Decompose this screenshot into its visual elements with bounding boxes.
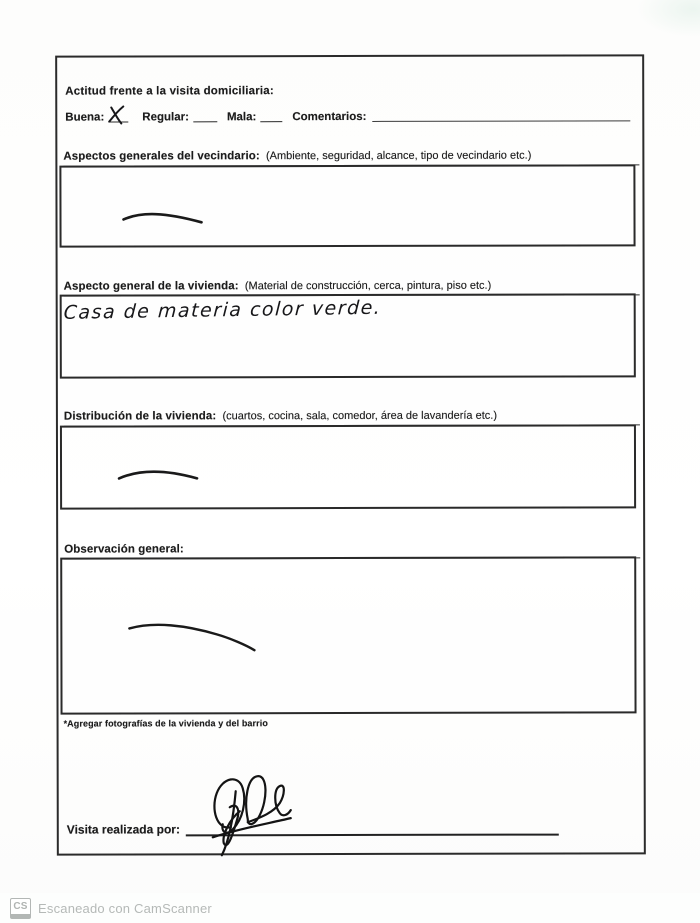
attitude-options-row: [65, 108, 630, 123]
section-hint: (cuartos, cocina, sala, comedor, área de lavandería etc.): [222, 409, 498, 423]
photos-footnote: *Agregar fotografías de la vivienda y del barrio: [63, 718, 268, 729]
form-outer-frame: [55, 54, 646, 855]
option-mala-label: Mala:: [226, 111, 257, 124]
section-box-vecindario: [59, 164, 635, 247]
section-box-observacion: [60, 556, 636, 714]
option-mala-blank: [260, 109, 282, 122]
camscanner-logo-icon: CS: [10, 898, 31, 919]
visited-by-row: [67, 822, 559, 837]
comments-blank-line: [372, 108, 630, 122]
section-title: Aspectos generales del vecindario:: [63, 150, 260, 163]
option-regular-blank: [193, 109, 217, 122]
comments-label: Comentarios:: [292, 110, 367, 124]
option-buena-blank: [108, 109, 128, 122]
attitude-section-title: Actitud frente a la visita domiciliaria:: [65, 85, 274, 98]
section-box-distribucion: [60, 424, 636, 509]
section-hint: (Material de construcción, cerca, pintura, piso etc.): [244, 279, 492, 293]
camscanner-footer-text: Escaneado con CamScanner: [38, 900, 212, 916]
section-box-vivienda: [60, 293, 636, 378]
section-title: Aspecto general de la vivienda:: [63, 280, 239, 293]
option-regular-label: Regular:: [142, 111, 189, 124]
handwritten-scribble: [115, 465, 201, 485]
handwritten-scribble: [124, 619, 258, 655]
handwritten-answer: Casa de materia color verde.: [63, 296, 382, 324]
camscanner-footer: [0, 893, 700, 923]
visited-by-label: Visita realizada por:: [66, 822, 180, 837]
section-title: Observación general:: [64, 543, 184, 556]
handwritten-x-mark: [106, 105, 126, 124]
section-title: Distribución de la vivienda:: [63, 410, 217, 423]
section-hint: (Ambiente, seguridad, alcance, tipo de vecindario etc.): [265, 149, 532, 163]
handwritten-scribble: [119, 207, 205, 227]
signature: [205, 767, 295, 862]
option-buena-label: Buena:: [65, 111, 105, 124]
